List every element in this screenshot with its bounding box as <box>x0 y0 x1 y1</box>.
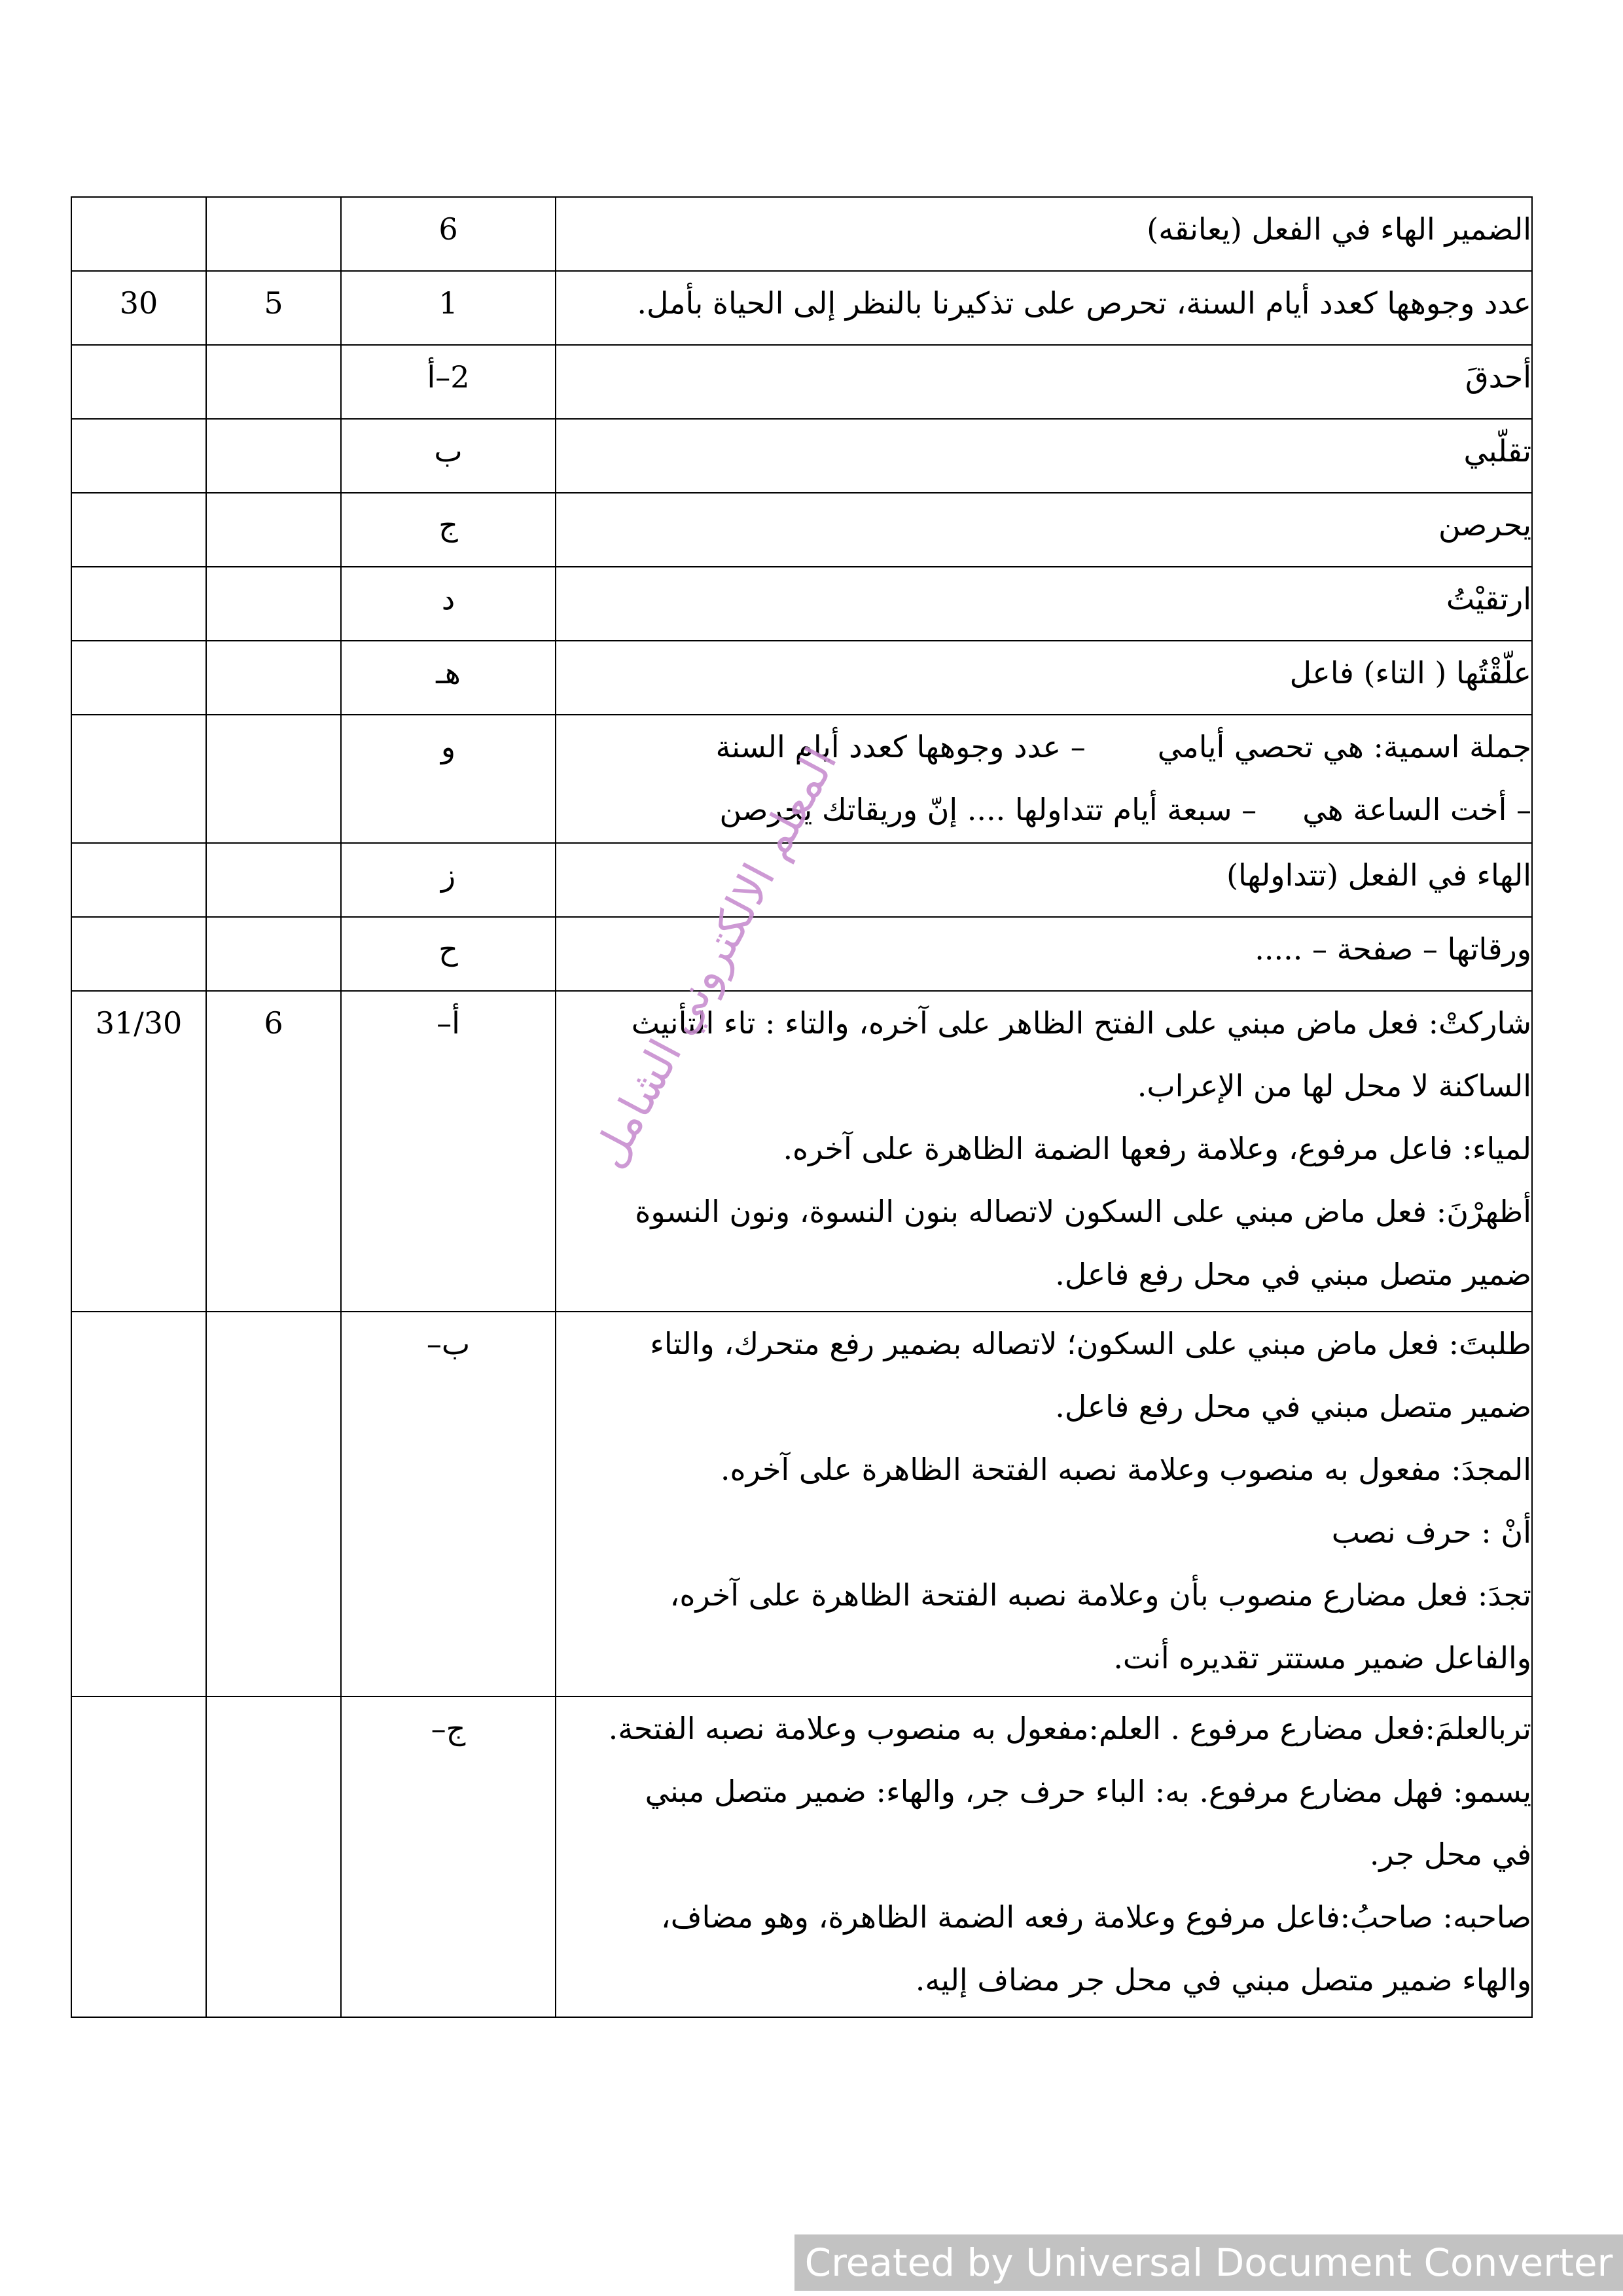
answer-line: يسمو: فهل مضارع مرفوع. به: الباء حرف جر، والهاء: ضمير متصل مبني <box>645 1774 1531 1809</box>
table-row <box>71 843 1532 917</box>
answer-cell <box>556 715 1532 843</box>
answer-line: أحدقَ <box>1465 359 1531 395</box>
answer-line: طلبتَ: فعل ماض مبني على السكون؛ لاتصاله بضمير رفع متحرك، والتاء <box>650 1326 1531 1361</box>
answer-fragment: – عدد وجوهها كعدد أيام السنة <box>715 729 1086 764</box>
answer-line: والفاعل ضمير مستتر تقديره أنت. <box>1113 1640 1531 1676</box>
table-row <box>71 197 1532 271</box>
answer-line: أنْ : حرف نصب <box>1331 1515 1531 1550</box>
answer-line <box>556 715 1531 778</box>
question-number-cell: و <box>341 715 556 843</box>
question-number-cell: ب– <box>341 1312 556 1696</box>
mark-cell <box>71 419 206 493</box>
answer-line: الضمير الهاء في الفعل (يعانقه) <box>1147 211 1531 247</box>
answer-cell <box>556 345 1532 419</box>
question-number-cell: 1 <box>341 271 556 345</box>
answer-cell <box>556 197 1532 271</box>
answer-cell <box>556 1312 1532 1696</box>
question-number-cell: ب <box>341 419 556 493</box>
sub-mark-cell: 5 <box>206 271 341 345</box>
answer-line: المجدَ: مفعول به منصوب وعلامة نصبه الفتحة الظاهرة على آخره. <box>720 1452 1531 1487</box>
table-row <box>71 493 1532 567</box>
answer-line: علّقْتُها ( التاء) فاعل <box>1289 655 1531 691</box>
mark-cell <box>71 641 206 715</box>
answer-fragment: – سبعة أيام تتداولها .... إنّ وريقاتك يحرصن <box>719 792 1257 827</box>
mark-cell <box>71 197 206 271</box>
table-row <box>71 641 1532 715</box>
answer-line: الهاء في الفعل (تتداولها) <box>1226 857 1531 893</box>
answer-line: تجدَ: فعل مضارع منصوب بأن وعلامة نصبه الفتحة الظاهرة على آخره، <box>669 1577 1531 1613</box>
sub-mark-cell <box>206 715 341 843</box>
question-number-cell: ز <box>341 843 556 917</box>
sub-mark-cell <box>206 917 341 991</box>
converter-footer-badge: Created by Universal Document Converter <box>794 2234 1623 2291</box>
table-row <box>71 419 1532 493</box>
answer-cell <box>556 419 1532 493</box>
mark-cell: 30 <box>71 271 206 345</box>
question-number-cell: ح <box>341 917 556 991</box>
answer-cell <box>556 1696 1532 2017</box>
answer-cell <box>556 843 1532 917</box>
answer-cell <box>556 271 1532 345</box>
answer-line: تقلّبي <box>1463 433 1531 469</box>
table-row <box>71 917 1532 991</box>
question-number-cell: 2–أ <box>341 345 556 419</box>
mark-cell: 31/30 <box>71 991 206 1312</box>
answer-line: لمياء: فاعل مرفوع، وعلامة رفعها الضمة الظاهرة على آخره. <box>783 1131 1531 1166</box>
sub-mark-cell <box>206 419 341 493</box>
answer-cell <box>556 991 1532 1312</box>
answer-line: يحرصن <box>1438 507 1531 543</box>
sub-mark-cell <box>206 567 341 641</box>
sub-mark-cell <box>206 345 341 419</box>
answer-line: في محل جر. <box>1369 1837 1531 1872</box>
answer-line: ضمير متصل مبني في محل رفع فاعل. <box>1055 1257 1531 1292</box>
question-number-cell: ج– <box>341 1696 556 2017</box>
question-number-cell: هـ <box>341 641 556 715</box>
sub-mark-cell <box>206 843 341 917</box>
question-number-cell: 6 <box>341 197 556 271</box>
answer-line: ورقاتها – صفحة – ..... <box>1255 931 1531 967</box>
mark-cell <box>71 843 206 917</box>
answer-key-table <box>71 196 1533 2018</box>
answer-line: تربالعلمَ:فعل مضارع مرفوع . العلم:مفعول به منصوب وعلامة نصبه الفتحة. <box>608 1711 1531 1746</box>
question-number-cell: أ– <box>341 991 556 1312</box>
answer-line: ارتقيْتُ <box>1446 581 1531 617</box>
sub-mark-cell <box>206 1696 341 2017</box>
sub-mark-cell <box>206 197 341 271</box>
sub-mark-cell <box>206 1312 341 1696</box>
answer-line: صاحبه: صاحبُ:فاعل مرفوع وعلامة رفعه الضمة الظاهرة، وهو مضاف، <box>660 1899 1531 1935</box>
answer-line: شاركتْ: فعل ماض مبني على الفتح الظاهر على آخره، والتاء : تاء التأنيث <box>631 1005 1531 1041</box>
question-number-cell: ج <box>341 493 556 567</box>
mark-cell <box>71 1696 206 2017</box>
answer-cell <box>556 567 1532 641</box>
mark-cell <box>71 1312 206 1696</box>
answer-fragment: – أخت الساعة هي <box>1302 792 1531 827</box>
table-row <box>71 345 1532 419</box>
mark-cell <box>71 345 206 419</box>
answer-line: والهاء ضمير متصل مبني في محل جر مضاف إليه. <box>915 1962 1531 1998</box>
question-number-cell: د <box>341 567 556 641</box>
answer-line <box>556 778 1531 841</box>
table-row <box>71 567 1532 641</box>
table-row <box>71 1696 1532 2017</box>
sub-mark-cell <box>206 641 341 715</box>
answer-line: عدد وجوهها كعدد أيام السنة، تحرص على تذكيرنا بالنظر إلى الحياة بأمل. <box>637 285 1531 321</box>
answer-line: الساكنة لا محل لها من الإعراب. <box>1137 1068 1531 1103</box>
answer-fragment: جملة اسمية: هي تحصي أيامي <box>1157 729 1531 764</box>
sub-mark-cell <box>206 493 341 567</box>
answer-cell <box>556 641 1532 715</box>
answer-cell <box>556 493 1532 567</box>
answer-line: ضمير متصل مبني في محل رفع فاعل. <box>1055 1389 1531 1424</box>
table-row <box>71 1312 1532 1696</box>
mark-cell <box>71 567 206 641</box>
table-row <box>71 991 1532 1312</box>
table-row <box>71 271 1532 345</box>
mark-cell <box>71 493 206 567</box>
mark-cell <box>71 917 206 991</box>
sub-mark-cell: 6 <box>206 991 341 1312</box>
answer-line: أظهرْنَ: فعل ماض مبني على السكون لاتصاله بنون النسوة، ونون النسوة <box>635 1194 1531 1229</box>
mark-cell <box>71 715 206 843</box>
watermark: المعلم الالكتروني الشامل <box>582 739 847 1177</box>
